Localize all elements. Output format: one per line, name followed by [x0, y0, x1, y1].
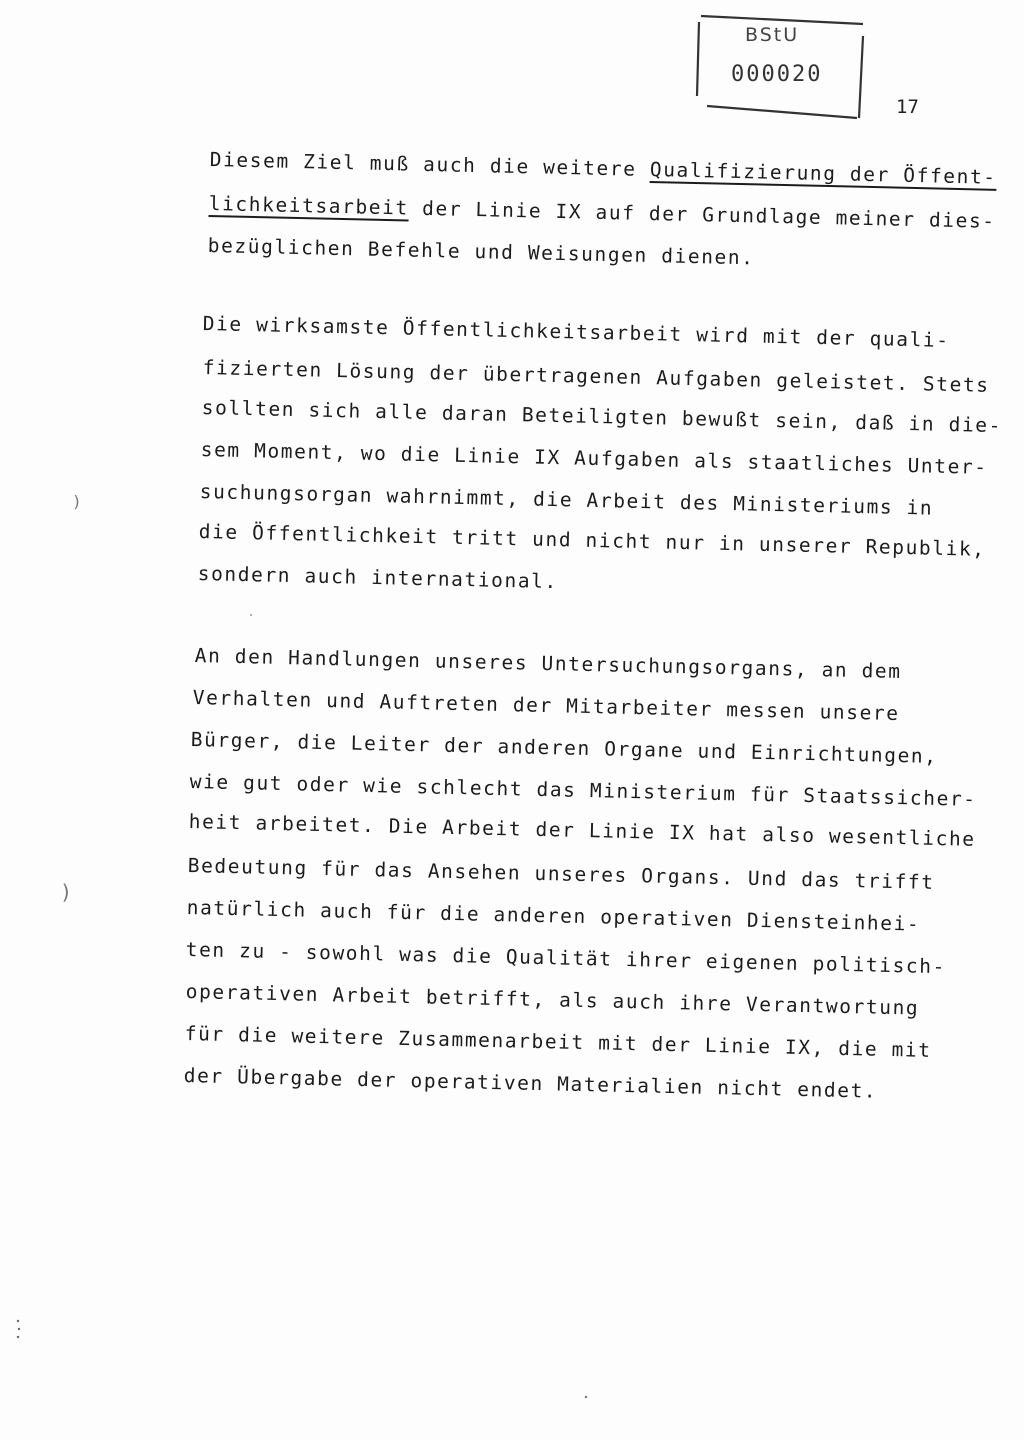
text-segment: sollten sich alle daran Beteiligten bewußt sein, daß in die- — [201, 396, 1003, 438]
text-line — [203, 314, 950, 350]
archive-stamp — [693, 12, 865, 120]
text-segment: An den Handlungen unseres Untersuchungsorgans, an dem — [194, 644, 902, 684]
stamp-label: BStU — [745, 24, 800, 46]
speck-icon — [583, 1394, 589, 1400]
text-line — [198, 564, 559, 592]
text-line — [188, 856, 935, 892]
text-segment: Die wirksamste Öffentlichkeitsarbeit wird mit der quali- — [202, 312, 950, 352]
underlined-phrase: Qualifizierung der Öffent- — [649, 157, 997, 189]
text-line — [201, 440, 988, 477]
text-segment: der Übergabe der operativen Materialien nicht endet. — [183, 1064, 878, 1103]
text-line — [208, 236, 755, 268]
text-segment: Bedeutung für das Ansehen unseres Organs. Und das trifft — [187, 854, 935, 894]
text-segment: fizierten Lösung der übertragenen Aufgaben geleistet. Stets — [202, 356, 990, 397]
text-segment: Diesem Ziel muß auch die weitere — [209, 148, 651, 181]
text-segment: für die weitere Zusammenarbeit mit der Linie IX, die mit — [184, 1022, 932, 1062]
stamp-number: 000020 — [731, 62, 823, 87]
text-line — [210, 150, 997, 187]
text-line — [195, 646, 902, 682]
text-line — [203, 358, 990, 395]
text-segment: Verhalten und Auftreten der Mitarbeiter messen unsere — [192, 686, 900, 726]
text-segment: bezüglichen Befehle und Weisungen dienen. — [207, 234, 755, 270]
text-segment: Bürger, die Leiter der anderen Organe und Einrichtungen, — [190, 728, 938, 768]
text-segment: der Linie IX auf der Grundlage meiner dies- — [408, 196, 996, 233]
text-line — [193, 688, 900, 724]
text-segment: suchungsorgan wahrnimmt, die Arbeit des Ministeriums in — [199, 480, 934, 520]
text-line — [200, 482, 934, 518]
text-segment: ten zu - sowohl was die Qualität ihrer eigenen politisch- — [185, 938, 947, 979]
margin-mark-icon: ) — [72, 492, 82, 511]
text-line — [185, 1024, 932, 1060]
text-segment: sem Moment, wo die Linie IX Aufgaben als staatliches Unter- — [200, 438, 988, 479]
text-segment: sondern auch international. — [197, 562, 559, 594]
page-number: 17 — [896, 96, 919, 118]
text-line — [202, 398, 1003, 436]
margin-mark-icon: ) — [60, 880, 73, 904]
text-segment: wie gut oder wie schlecht das Ministerium für Staatssicher- — [189, 770, 977, 811]
text-line — [184, 1066, 878, 1101]
text-line — [199, 522, 986, 559]
text-line — [209, 194, 996, 231]
text-segment: operativen Arbeit betrifft, als auch ihre Verantwortung — [185, 980, 920, 1020]
text-line — [187, 898, 921, 934]
text-segment: natürlich auch für die anderen operativen Diensteinhei- — [186, 896, 921, 936]
text-line — [190, 772, 977, 809]
text-line — [186, 982, 920, 1018]
text-line — [186, 940, 947, 977]
text-line — [189, 812, 976, 849]
hole-punch-marks-icon — [14, 1318, 24, 1344]
speck-icon — [248, 612, 254, 618]
text-line — [191, 730, 938, 766]
text-segment: die Öffentlichkeit tritt und nicht nur in unserer Republik, — [198, 520, 986, 561]
underlined-phrase: lichkeitsarbeit — [208, 192, 410, 220]
text-segment: heit arbeitet. Die Arbeit der Linie IX hat also wesentliche — [188, 810, 976, 851]
